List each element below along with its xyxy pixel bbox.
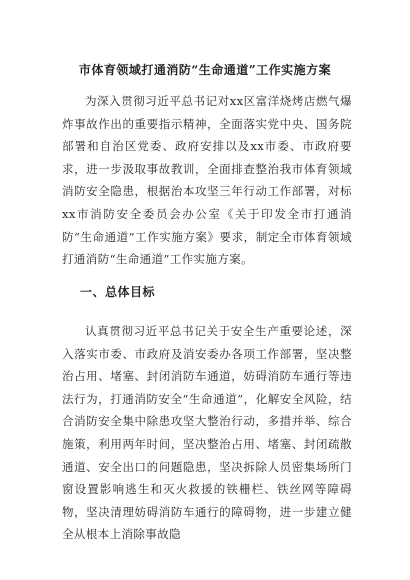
section-heading-overall-goal: 一、总体目标 [80, 285, 156, 299]
document-title: 市体育领域打通消防“生命通道”工作实施方案 [78, 63, 332, 77]
section-body-overall-goal: 认真贯彻习近平总书记关于安全生产重要论述，深入落实市委、市政府及消安委办各项工作部署，坚决整治占用、堵塞、封闭消防车通道，妨碍消防车通行等违法行为，打通消防安全“生命通道”，化解安全风险，结合消防安全集中除患攻坚大整治行动，多措并举、综合施策，利用两年时间，坚决整治占用、堵塞、封闭疏散通道、安全出口的问题隐患，坚决拆除人员密集场所门窗设置影响逃生和灭火救援的铁栅栏、铁丝网等障碍物，坚决清理妨碍消防车通行的障碍物，进一步建立健全从根本上消除事故隐 [62, 324, 352, 542]
intro-paragraph: 为深入贯彻习近平总书记对xx区富洋烧烤店燃气爆炸事故作出的重要指示精神，全面落实党中央、国务院部署和自治区党委、政府安排以及xx市委、市政府要求，进一步汲取事故教训，全面排查整治我市体育领域消防安全隐患，根据治本攻坚三年行动工作部署，对标xx市消防安全委员会办公室《关于印发全市打通消防“生命通道”工作实施方案》要求，制定全市体育领域打通消防“生命通道”工作实施方案。 [62, 94, 352, 267]
